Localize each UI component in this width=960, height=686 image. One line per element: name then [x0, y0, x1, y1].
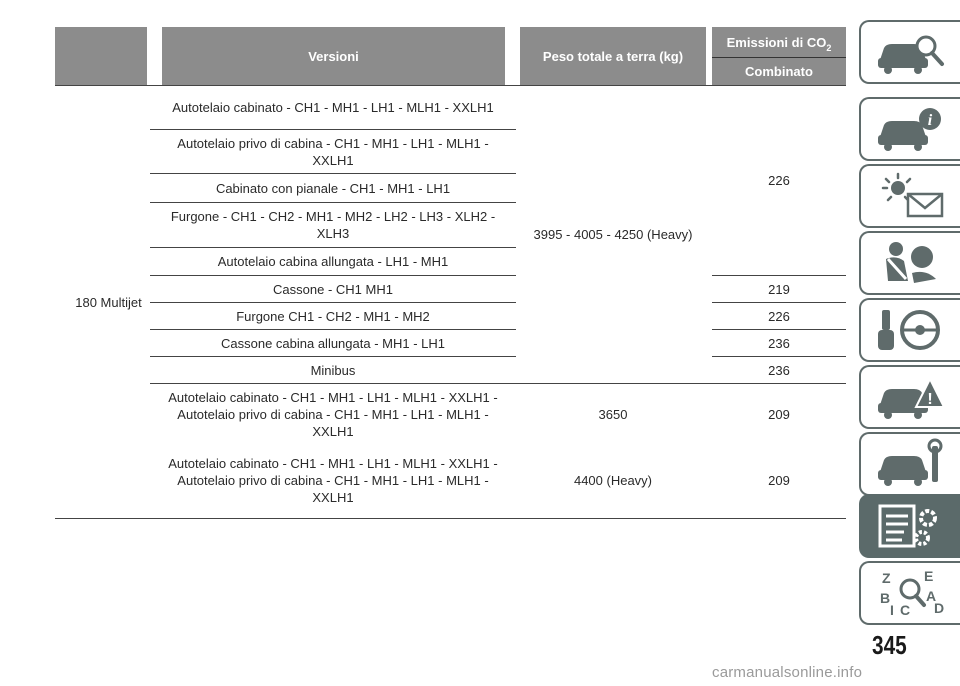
table-row: Autotelaio cabinato - CH1 - MH1 - LH1 - MLH1 - XXLH1 - Autotelaio privo di cabina - CH1 - MH1 - LH1 - MLH1 - XXLH1 — [168, 455, 498, 505]
table-row: Cabinato con pianale - CH1 - MH1 - LH1 — [215, 180, 451, 196]
key-steering-wheel-icon — [874, 304, 948, 356]
svg-text:i: i — [927, 112, 932, 129]
tab-key-steering[interactable] — [859, 298, 960, 362]
car-warning-triangle-icon — [874, 371, 948, 423]
co2-value: 219 — [768, 281, 790, 297]
alphabetical-index-icon — [874, 567, 948, 619]
engine-label: 180 Multijet — [75, 294, 142, 310]
table-row: Autotelaio cabina allungata - LH1 - MH1 — [217, 254, 449, 269]
table-row: Furgone - CH1 - CH2 - MH1 - MH2 - LH2 - LH3 - XLH2 - XLH3 — [170, 209, 496, 241]
weight-3650: 3650 — [598, 406, 628, 422]
svg-text:I: I — [889, 602, 894, 618]
page-number: 345 — [872, 630, 907, 660]
svg-text:D: D — [933, 600, 944, 616]
tab-car-warning[interactable] — [859, 365, 960, 429]
header-versioni: Versioni — [162, 27, 505, 85]
car-search-icon — [874, 26, 948, 78]
table-row: Furgone CH1 - CH2 - MH1 - MH2 — [236, 308, 430, 324]
weight-4400: 4400 (Heavy) — [573, 472, 653, 488]
header-emissioni: Emissioni di $CO_2$ — [712, 27, 846, 57]
tab-car-info[interactable] — [859, 97, 960, 161]
watermark: carmanualsonline.info — [712, 664, 863, 681]
svg-text:E: E — [923, 568, 933, 584]
table-bottom-border — [55, 518, 846, 519]
svg-text:B: B — [879, 590, 890, 606]
tab-car-search[interactable] — [859, 20, 960, 84]
warning-lights-message-icon — [874, 170, 948, 222]
svg-text:!: ! — [926, 391, 933, 408]
header-combinato: Combinato — [712, 58, 846, 85]
svg-text:C: C — [899, 602, 910, 618]
specs-list-gear-icon — [874, 500, 948, 552]
svg-text:Z: Z — [881, 570, 891, 586]
co2-value: 236 — [768, 362, 790, 378]
merged-co2: 226 — [768, 173, 790, 188]
tab-warning-lights[interactable] — [859, 164, 960, 228]
co2-value: 236 — [768, 335, 790, 351]
header-peso: Peso totale a terra (kg) — [520, 27, 706, 85]
co2-value: 209 — [768, 472, 790, 488]
table-row: Autotelaio cabinato - CH1 - MH1 - LH1 - MLH1 - XXLH1 - Autotelaio privo di cabina - CH1 - MH1 - LH1 - MLH1 - XXLH1 — [168, 389, 498, 439]
tab-car-wrench[interactable] — [859, 432, 960, 496]
car-info-icon — [874, 103, 948, 155]
co2-value: 209 — [768, 406, 790, 422]
table-row: Autotelaio privo di cabina - CH1 - MH1 - LH1 - MLH1 - XXLH1 — [177, 135, 489, 168]
co2-value: 226 — [768, 308, 790, 324]
table-row: Cassone - CH1 MH1 — [273, 281, 393, 297]
seatbelt-airbag-icon — [874, 237, 948, 289]
table-row: Minibus — [310, 362, 356, 378]
tab-specifications[interactable] — [859, 494, 960, 558]
car-wrench-icon — [874, 438, 948, 490]
table-row: Cassone cabina allungata - MH1 - LH1 — [220, 335, 445, 351]
table-row: Autotelaio cabinato - CH1 - MH1 - LH1 - MLH1 - XXLH1 — [172, 100, 494, 115]
header-spacer-left — [55, 27, 147, 85]
svg-text:A: A — [925, 588, 936, 604]
merged-weight: 3995 - 4005 - 4250 (Heavy) — [533, 227, 693, 242]
tab-seatbelt-airbag[interactable] — [859, 231, 960, 295]
tab-alphabetical-index[interactable] — [859, 561, 960, 625]
